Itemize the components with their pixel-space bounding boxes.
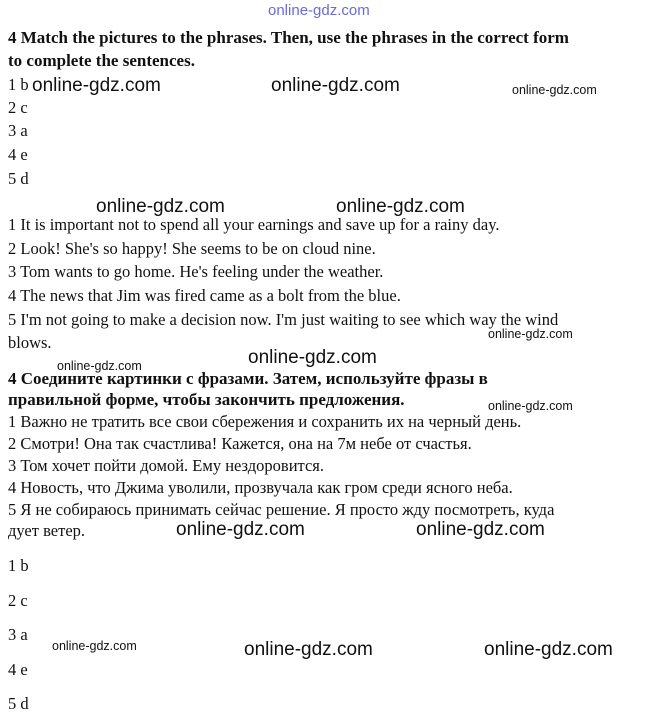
sentence-en-4: 4 The news that Jim was fired came as a bolt from the blue. — [8, 286, 401, 305]
answer-en-4: 4 e — [8, 145, 28, 164]
answer-ru-3: 3 a — [8, 625, 28, 644]
answer-ru-4: 4 e — [8, 660, 28, 679]
watermark: online-gdz.com — [271, 75, 400, 96]
watermark: online-gdz.com — [248, 347, 377, 368]
answer-ru-1: 1 b — [8, 556, 29, 575]
watermark: online-gdz.com — [52, 639, 137, 653]
watermark: online-gdz.com — [488, 399, 573, 413]
sentence-ru-3: 3 Том хочет пойти домой. Ему нездоровится. — [8, 456, 324, 475]
sentence-ru-2: 2 Смотри! Она так счастлива! Кажется, она на 7м небе от счастья. — [8, 434, 472, 453]
watermark-top: online-gdz.com — [268, 2, 370, 19]
exercise-heading-en-line2: to complete the sentences. — [8, 51, 195, 70]
watermark: online-gdz.com — [96, 196, 225, 217]
watermark: online-gdz.com — [512, 83, 597, 97]
sentence-en-1: 1 It is important not to spend all your earnings and save up for a rainy day. — [8, 215, 500, 234]
answer-ru-2: 2 c — [8, 591, 28, 610]
watermark: online-gdz.com — [484, 639, 613, 660]
watermark: online-gdz.com — [416, 519, 545, 540]
sentence-ru-5: 5 Я не собираюсь принимать сейчас решение. Я просто жду посмотреть, куда — [8, 500, 555, 519]
sentence-en-2: 2 Look! She's so happy! She seems to be on cloud nine. — [8, 239, 376, 258]
exercise-heading-ru-line1: 4 Соедините картинки с фразами. Затем, используйте фразы в — [8, 369, 488, 388]
answer-en-3: 3 a — [8, 121, 28, 140]
sentence-ru-4: 4 Новость, что Джима уволили, прозвучала как гром среди ясного неба. — [8, 478, 513, 497]
sentence-en-5-cont: blows. — [8, 333, 52, 352]
answer-en-5: 5 d — [8, 169, 29, 188]
answer-ru-5: 5 d — [8, 694, 29, 713]
watermark: online-gdz.com — [244, 639, 373, 660]
answer-en-1: 1 b — [8, 75, 29, 94]
sentence-ru-5-cont: дует ветер. — [8, 521, 86, 540]
answer-en-2: 2 c — [8, 98, 28, 117]
sentence-en-5: 5 I'm not going to make a decision now. I'm just waiting to see which way the wind — [8, 310, 559, 329]
watermark: online-gdz.com — [488, 327, 573, 341]
exercise-heading-en-line1: 4 Match the pictures to the phrases. Then, use the phrases in the correct form — [8, 28, 569, 47]
sentence-ru-1: 1 Важно не тратить все свои сбережения и сохранить их на черный день. — [8, 412, 522, 431]
watermark: online-gdz.com — [336, 196, 465, 217]
exercise-heading-ru-line2: правильной форме, чтобы закончить предложения. — [8, 390, 405, 409]
watermark: online-gdz.com — [57, 359, 142, 373]
watermark: online-gdz.com — [176, 519, 305, 540]
watermark: online-gdz.com — [32, 75, 161, 96]
sentence-en-3: 3 Tom wants to go home. He's feeling under the weather. — [8, 262, 384, 281]
